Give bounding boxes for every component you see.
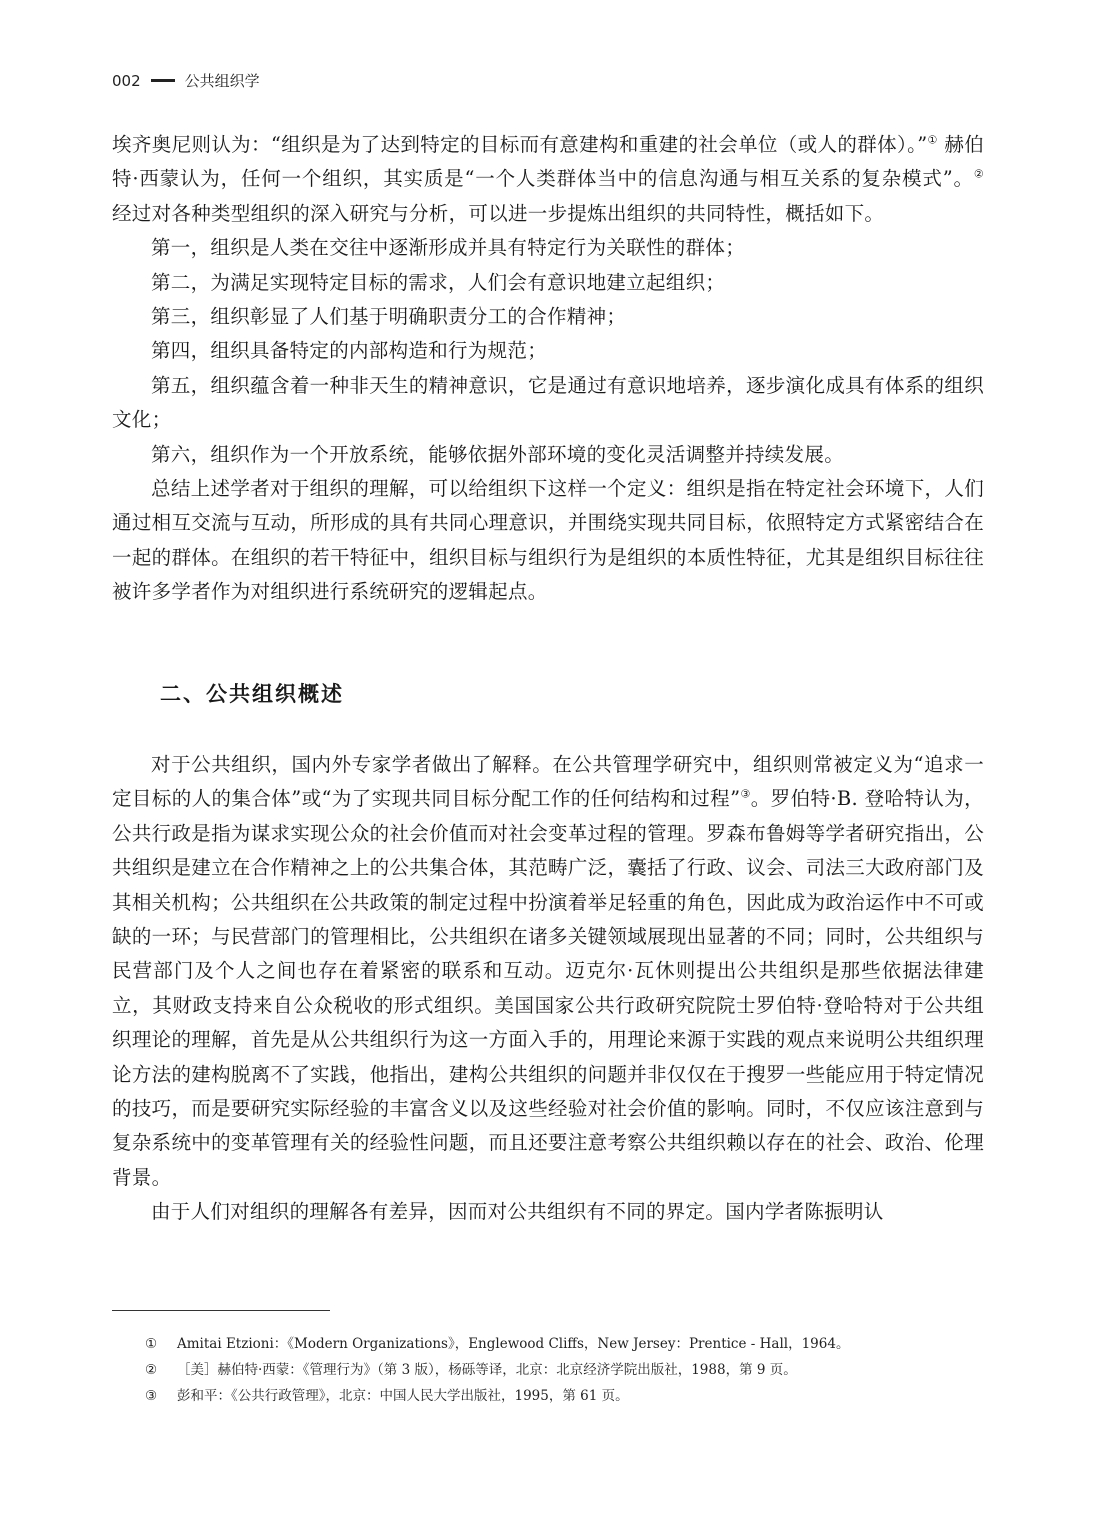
footnote-mark: ② xyxy=(145,1362,158,1378)
list-item: 第六，组织作为一个开放系统，能够依据外部环境的变化灵活调整并持续发展。 xyxy=(151,442,845,466)
paragraph-public-org: 对于公共组织，国内外专家学者做出了解释。在公共管理学研究中，组织则常被定义为“追求一定目标的人的集合体”或“为了实现共同目标分配工作的任何结构和过程”③。罗伯特·B. 登哈特认为，公共行政是指为谋求实现公众的社会价值而对社会变革过程的管理。罗森布鲁姆等学者研究指出，公共组织是建立在合作精神之上的公共集合体，其范畴广泛，囊括了行政、议会、司法三大政府部门及其相关机构；公共组织在公共政策的制定过程中扮演着举足轻重的角色，因此成为政治运作中不可或缺的一环；与民营部门的管理相比，公共组织在诸多关键领域展现出显著的不同；同时，公共组织与民营部门及个人之间也存在着紧密的联系和互动。迈克尔·瓦休则提出公共组织是那些依据法律建立，其财政支持来自公众税收的形式组织。美国国家公共行政研究院院士罗伯特·登哈特对于公共组织理论的理解，首先是从公共组织行为这一方面入手的，用理论来源于实践的观点来说明公共组织理论方法的建构脱离不了实践，他指出，建构公共组织的问题并非仅仅在于搜罗一些能应用于特定情况的技巧，而是要研究实际经验的丰富含义以及这些经验对社会价值的影响。同时，不仅应该注意到与复杂系统中的变革管理有关的经验性问题，而且还要注意考察公共组织赖以存在的社会、政治、伦理背景。 xyxy=(112,753,984,1189)
header-dash xyxy=(151,79,175,82)
footnote xyxy=(145,1331,995,1357)
book-title: 公共组织学 xyxy=(184,72,260,90)
footnote-text: ［美］赫伯特·西蒙：《管理行为》（第 3 版），杨砾等译，北京：北京经济学院出版社，1988，第 9 页。 xyxy=(177,1362,797,1378)
list-item: 第五，组织蕴含着一种非天生的精神意识，它是通过有意识地培养，逐步演化成具有体系的组织文化； xyxy=(112,373,984,432)
section1-body xyxy=(112,128,984,610)
section-heading: 二、公共组织概述 xyxy=(160,682,344,706)
footnote-text: 彭和平：《公共行政管理》，北京：中国人民大学出版社，1995，第 61 页。 xyxy=(177,1388,629,1404)
list-item: 第二，为满足实现特定目标的需求，人们会有意识地建立起组织； xyxy=(151,270,726,294)
footnote-mark: ① xyxy=(145,1336,158,1352)
footnote-mark: ③ xyxy=(145,1388,158,1404)
footnote-ref-2[interactable]: ② xyxy=(973,167,984,181)
list-item: 第一，组织是人类在交往中逐渐形成并具有特定行为关联性的群体； xyxy=(151,236,746,260)
footnote xyxy=(145,1357,995,1383)
section2-body xyxy=(112,748,984,1230)
list-item: 第三，组织彰显了人们基于明确职责分工的合作精神； xyxy=(151,305,627,329)
footnote-ref-1[interactable]: ① xyxy=(927,133,938,147)
paragraph-definitions: 埃齐奥尼则认为：“组织是为了达到特定的目标而有意建构和重建的社会单位（或人的群体）。”① 赫伯特·西蒙认为，任何一个组织，其实质是“一个人类群体当中的信息沟通与相互关系的复杂模式”。② 经过对各种类型组织的深入研究与分析，可以进一步提炼出组织的共同特性，概括如下。 xyxy=(112,133,984,225)
footnote xyxy=(145,1383,995,1409)
footnote-divider xyxy=(112,1310,330,1311)
list-item: 第四，组织具备特定的内部构造和行为规范； xyxy=(151,339,548,363)
footnote-ref-3[interactable]: ③ xyxy=(740,787,751,801)
page-number: 002 xyxy=(112,71,141,90)
paragraph-continued: 由于人们对组织的理解各有差异，因而对公共组织有不同的界定。国内学者陈振明认 xyxy=(151,1200,884,1224)
running-header xyxy=(112,70,260,91)
paragraph-summary: 总结上述学者对于组织的理解，可以给组织下这样一个定义：组织是指在特定社会环境下，人们通过相互交流与互动，所形成的具有共同心理意识，并围绕实现共同目标，依照特定方式紧密结合在一起的群体。在组织的若干特征中，组织目标与组织行为是组织的本质性特征，尤其是组织目标往往被许多学者作为对组织进行系统研究的逻辑起点。 xyxy=(112,477,984,604)
footnotes xyxy=(145,1331,995,1409)
footnote-text: Amitai Etzioni：《Modern Organizations》，Englewood Cliffs，New Jersey：Prentice - Hall，1964。 xyxy=(177,1336,850,1352)
